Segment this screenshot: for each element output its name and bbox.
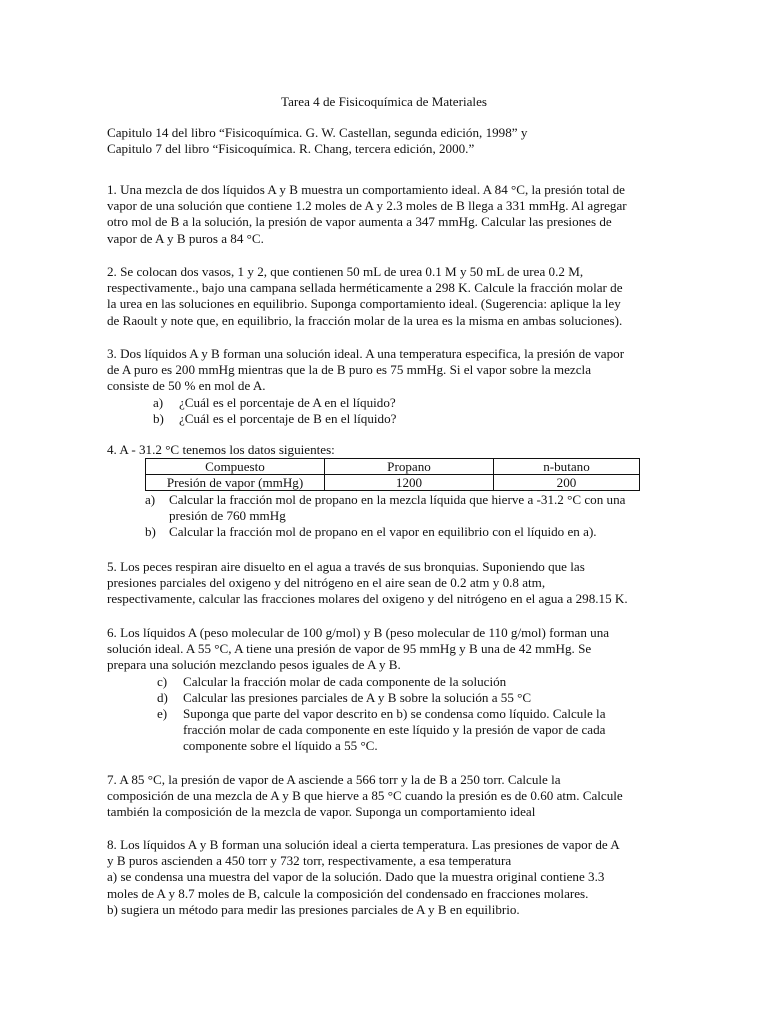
question-6 (107, 625, 667, 755)
vapor-pressure-table (145, 458, 640, 491)
question-4-items (107, 492, 727, 541)
q2-line: la urea en las soluciones en equilibrio. Suponga comportamiento ideal. (Sugerencia: aplique la ley (107, 296, 621, 312)
list-marker: c) (157, 673, 168, 689)
list-marker: a) (145, 492, 156, 507)
question-7 (107, 772, 667, 821)
q7-line: composición de una mezcla de A y B que hierve a 85 °C cuando la presión es de 0.60 atm. Calcule (107, 788, 623, 804)
list-marker: a) (153, 394, 164, 410)
q6-item (157, 706, 667, 755)
q5-line: respectivamente, calcular las fracciones molares del oxigeno y del nitrógeno en el agua a 298.15 K. (107, 591, 628, 607)
q8-line: a) se condensa una muestra del vapor de la solución. Dado que la muestra original contiene 3.3 (107, 869, 605, 885)
q4-item-text: Calcular la fracción mol de propano en el vapor en equilibrio con el líquido en a). (169, 524, 597, 540)
q6-item (157, 674, 667, 690)
q5-line: 5. Los peces respiran aire disuelto en el agua a través de sus bronquias. Suponiendo que las (107, 559, 585, 574)
q6-list (107, 674, 667, 755)
table-cell: 200 (494, 475, 640, 491)
q4-item-text: Calcular la fracción mol de propano en la mezcla líquida que hierve a -31.2 °C con una presión de 760 mmHg (169, 492, 626, 524)
q8-line: y B puros ascienden a 450 torr y 732 torr, respectivamente, a esa temperatura (107, 853, 512, 869)
q3-line: de A puro es 200 mmHg mientras que la de B puro es 75 mmHg. Si el vapor sobre la mezcla (107, 362, 592, 378)
q3-list (107, 395, 667, 427)
list-marker: b) (153, 410, 164, 426)
list-marker: e) (157, 706, 168, 722)
q4-intro: 4. A - 31.2 °C tenemos los datos siguientes: (107, 442, 335, 457)
q6-item (157, 690, 667, 706)
q8-line: b) sugiera un método para medir las presiones parciales de A y B en equilibrio. (107, 901, 520, 917)
table-row (146, 475, 640, 491)
question-4-intro (107, 442, 667, 458)
table-header-cell: Propano (325, 459, 494, 475)
q6-line: 6. Los líquidos A (peso molecular de 100 g/mol) y B (peso molecular de 110 g/mol) forman una (107, 625, 610, 640)
question-3 (107, 346, 667, 427)
q1-line: vapor de una solución que contiene 1.2 moles de A y 2.3 moles de B llega a 331 mmHg. Al agregar (107, 198, 627, 214)
q3-item-text: ¿Cuál es el porcentaje de A en el líquido? (179, 394, 396, 410)
q3-item (153, 395, 667, 411)
table-header-row (146, 459, 640, 475)
q6-item-text: Calcular las presiones parciales de A y B sobre la solución a 55 °C (183, 689, 532, 705)
q3-line: consiste de 50 % en mol de A. (107, 378, 266, 394)
table-header-cell: n-butano (494, 459, 640, 475)
question-2 (107, 264, 667, 329)
q3-line: 3. Dos líquidos A y B forman una solución ideal. A una temperatura especifica, la presión de vapor (107, 346, 625, 361)
q4-item (145, 524, 727, 540)
q6-item-text: Suponga que parte del vapor descrito en b) se condensa como líquido. Calcule la fracción molar de cada componente en este líquido y la presión de vapor de cada componente sobre el líquido a 55 °C. (183, 706, 606, 754)
q1-line: otro mol de B a la solución, la presión de vapor aumenta a 347 mmHg. Calcular las presiones de (107, 214, 612, 230)
reference-line: Capitulo 14 del libro “Fisicoquímica. G. W. Castellan, segunda edición, 1998” y (107, 125, 528, 140)
q4-list (107, 492, 727, 541)
q2-line: de Raoult y note que, en equilibrio, la fracción molar de la urea es la misma en ambas soluciones). (107, 312, 623, 328)
list-marker: d) (157, 689, 168, 705)
q6-item-text: Calcular la fracción molar de cada componente de la solución (183, 673, 507, 689)
table-header-cell: Compuesto (146, 459, 325, 475)
q5-line: presiones parciales del oxigeno y del nitrógeno en el aire sean de 0.2 atm y 0.8 atm, (107, 575, 546, 591)
reference-line: Capitulo 7 del libro “Fisicoquímica. R. Chang, tercera edición, 2000.” (107, 141, 475, 157)
table-cell: Presión de vapor (mmHg) (146, 475, 325, 491)
q3-item-text: ¿Cuál es el porcentaje de B en el líquido? (179, 410, 397, 426)
question-5 (107, 559, 667, 608)
list-marker: b) (145, 524, 156, 540)
q1-line: vapor de A y B puros a 84 °C. (107, 230, 264, 246)
question-8 (107, 837, 667, 918)
q6-line: solución ideal. A 55 °C, A tiene una presión de vapor de 95 mmHg y B una de 42 mmHg. Se (107, 641, 592, 657)
q7-line: también la composición de la mezcla de vapor. Suponga un comportamiento ideal (107, 804, 536, 820)
q8-line: 8. Los líquidos A y B forman una solución ideal a cierta temperatura. Las presiones de vapor de A (107, 837, 620, 852)
document-title: Tarea 4 de Fisicoquímica de Materiales (281, 94, 487, 109)
table-cell: 1200 (325, 475, 494, 491)
q2-line: 2. Se colocan dos vasos, 1 y 2, que contienen 50 mL de urea 0.1 M y 50 mL de urea 0.2 M, (107, 264, 584, 279)
q8-line: moles de A y 8.7 moles de B, calcule la composición del condensado en fracciones molares. (107, 885, 589, 901)
q7-line: 7. A 85 °C, la presión de vapor de A asciende a 566 torr y la de B a 250 torr. Calcule la (107, 772, 561, 787)
q2-line: respectivamente., bajo una campana sellada herméticamente a 298 K. Calcule la fracción molar de (107, 280, 623, 296)
q4-item (145, 492, 727, 524)
references (107, 125, 667, 157)
q3-item (153, 411, 667, 427)
q6-line: prepara una solución mezclando pesos iguales de A y B. (107, 657, 401, 673)
question-1 (107, 182, 667, 247)
q1-line: 1. Una mezcla de dos líquidos A y B muestra un comportamiento ideal. A 84 °C, la presión total de (107, 182, 625, 197)
